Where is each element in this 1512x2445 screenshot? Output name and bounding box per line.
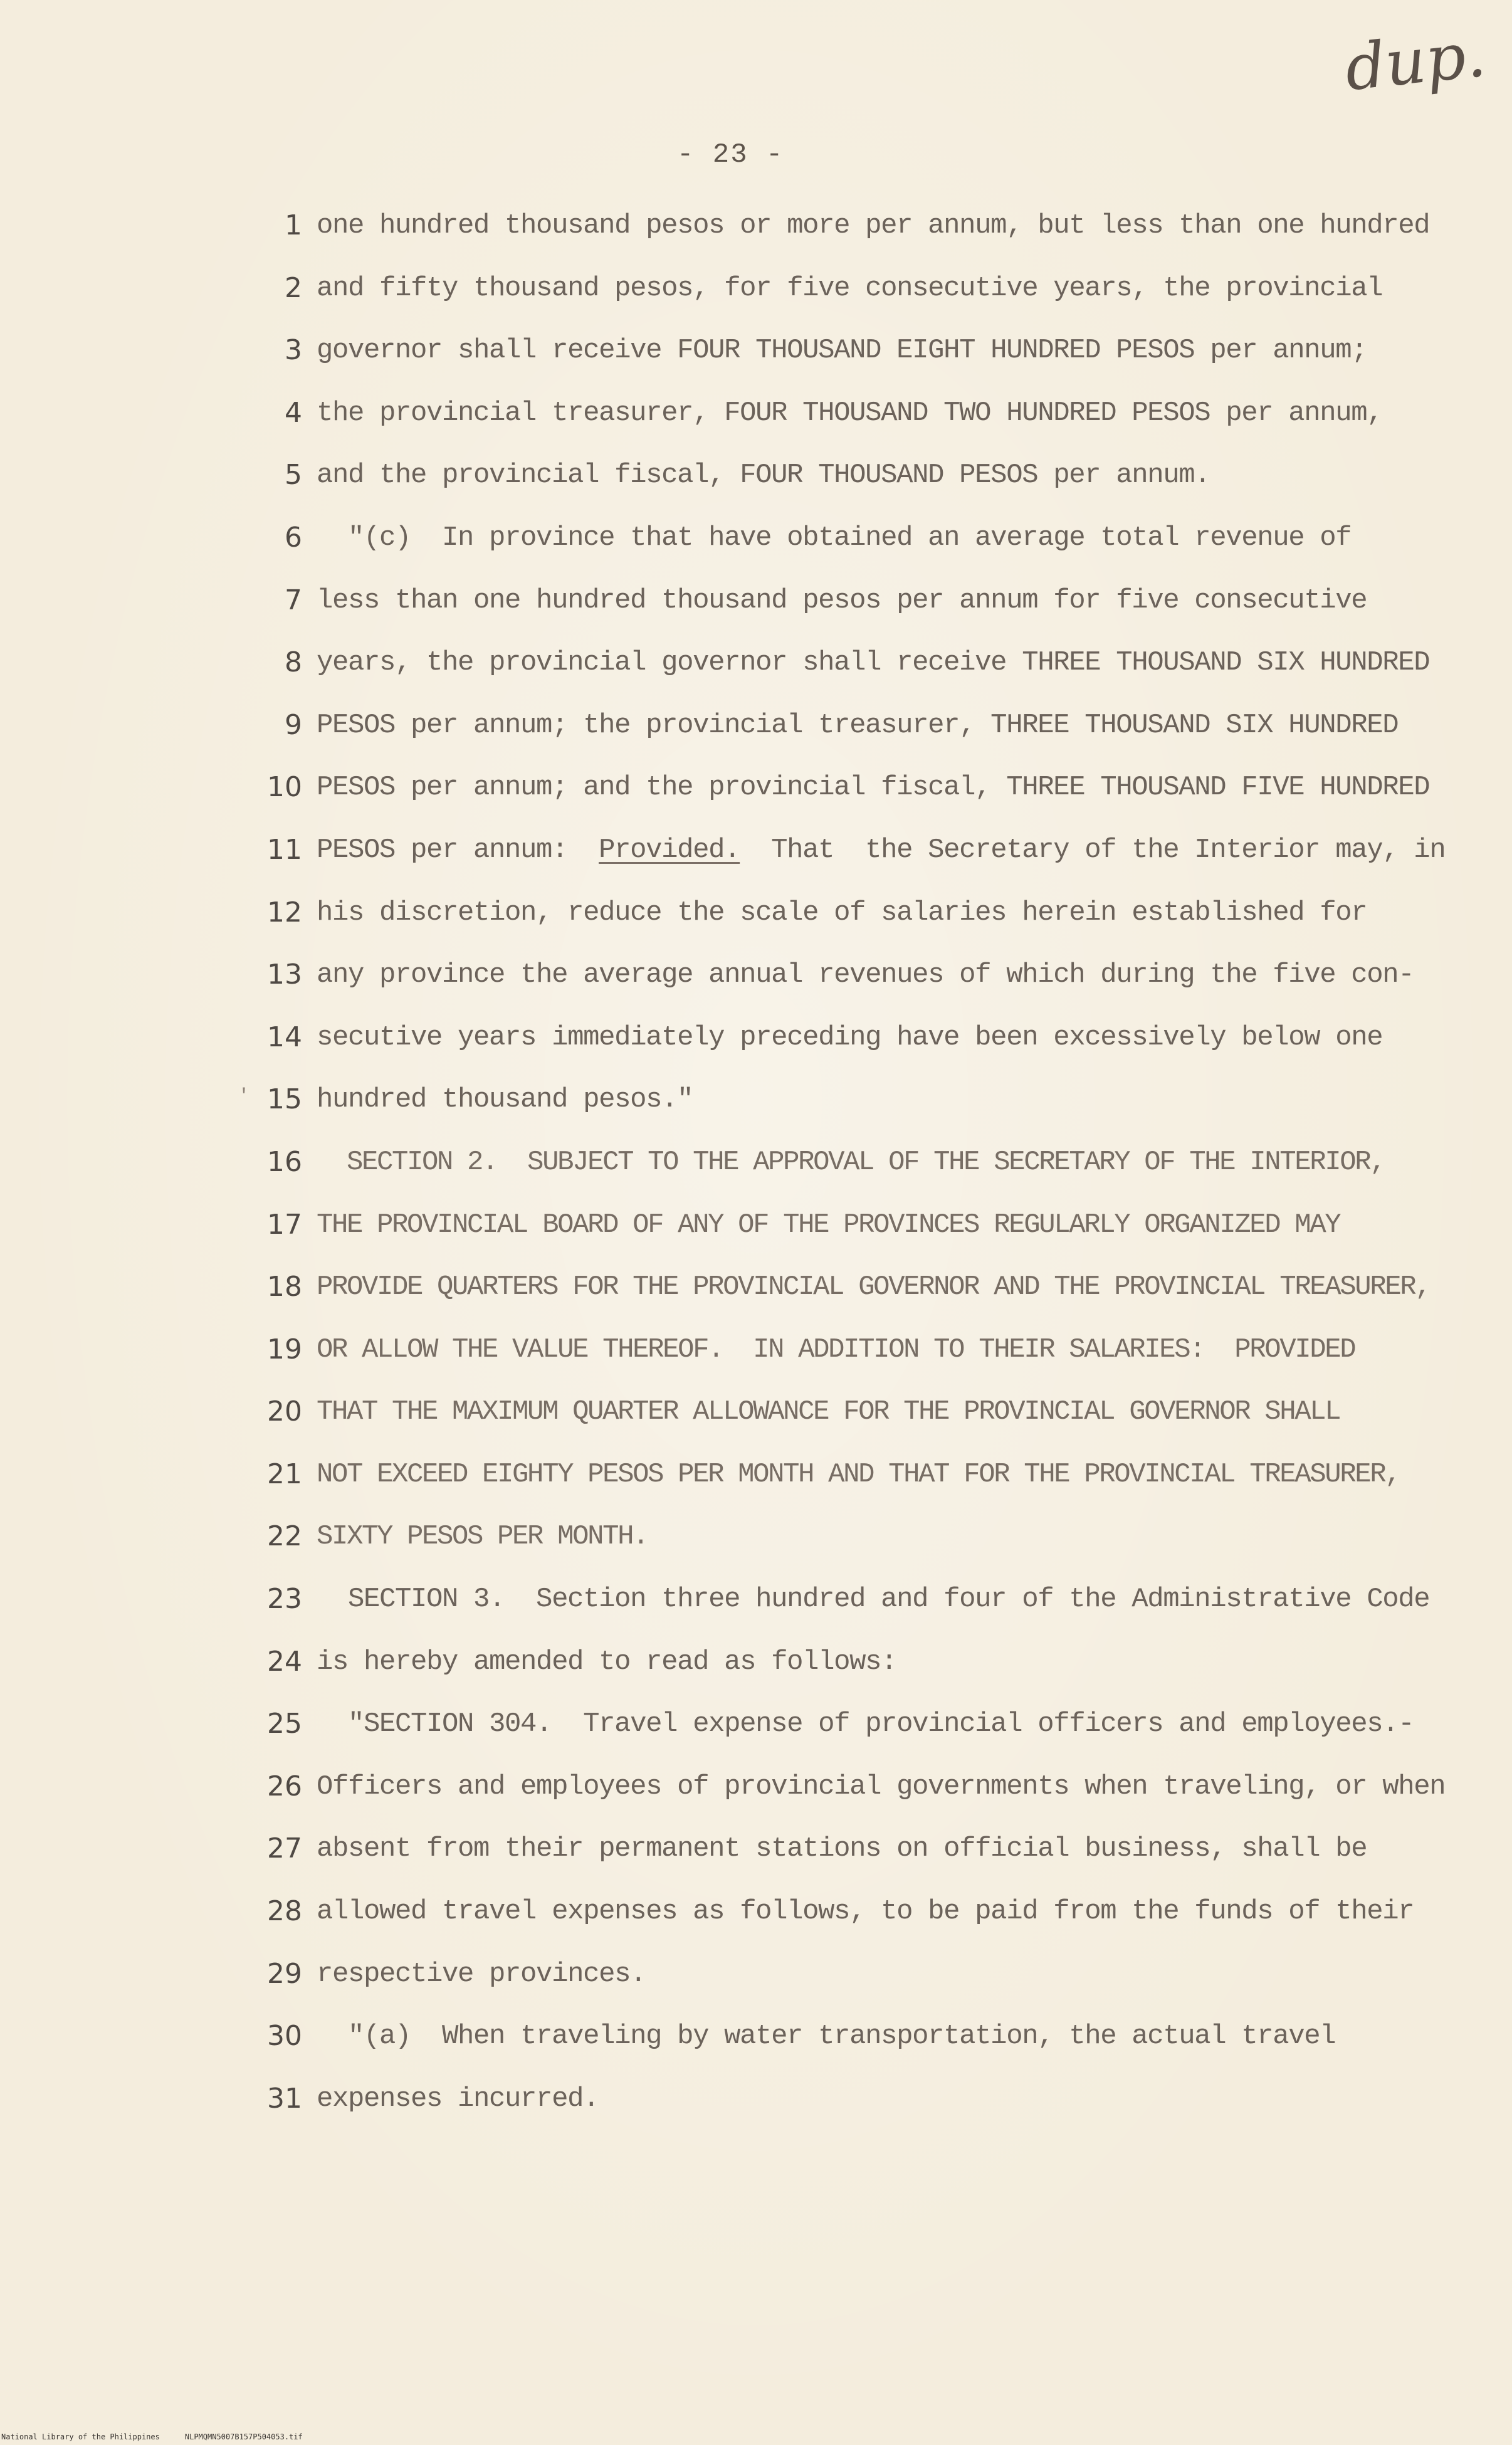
text-line-23 [0,1580,1512,1643]
line-text: SIXTY PESOS PER MONTH. [317,1521,648,1553]
line-text: hundred thousand pesos." [317,1084,693,1116]
line-number: 6 [285,521,302,554]
line-number: 2 [285,271,302,304]
text-line-24 [0,1643,1512,1706]
line-number: 13 [267,959,302,991]
line-text: respective provinces. [317,1958,646,1990]
line-text: PESOS per annum; and the provincial fiscal, THREE THOUSAND FIVE HUNDRED [317,772,1430,804]
line-text: one hundred thousand pesos or more per annum, but less than one hundred [317,210,1430,241]
line-text: NOT EXCEED EIGHTY PESOS PER MONTH AND THAT FOR THE PROVINCIAL TREASURER, [317,1458,1400,1490]
line-text: SECTION 3. Section three hundred and four of the Administrative Code [317,1584,1430,1616]
line-number: 12 [267,896,302,928]
line-text: PESOS per annum; the provincial treasurer, THREE THOUSAND SIX HUNDRED [317,709,1399,741]
line-number: 3 [285,334,302,367]
line-number: 11 [267,833,302,866]
text-line-7 [0,582,1512,644]
text-line-6 [0,519,1512,582]
text-line-27 [0,1830,1512,1893]
text-line-9 [0,707,1512,769]
line-text: any province the average annual revenues of which during the five con- [317,959,1414,991]
text-line-29 [0,1955,1512,2018]
scan-footer [1,2432,328,2441]
text-line-10 [0,769,1512,831]
text-line-12 [0,894,1512,957]
line-text: "SECTION 304. Travel expense of provincial officers and employees.- [317,1708,1414,1740]
line-text: OR ALLOW THE VALUE THEREOF. IN ADDITION TO THEIR SALARIES: PROVIDED [317,1333,1355,1365]
text-line-26 [0,1768,1512,1831]
line-number: 14 [267,1021,302,1053]
line-text: governor shall receive FOUR THOUSAND EIGHT HUNDRED PESOS per annum; [317,335,1367,367]
line-text-before: PESOS per annum: [317,834,599,866]
line-text: is hereby amended to read as follows: [317,1646,897,1678]
line-text: "(c) In province that have obtained an average total revenue of [317,522,1352,554]
text-line-13 [0,956,1512,1019]
line-number: 30 [267,2020,302,2053]
line-number: 8 [285,646,302,679]
line-text: THE PROVINCIAL BOARD OF ANY OF THE PROVINCES REGULARLY ORGANIZED MAY [317,1209,1340,1241]
numbered-text-body [0,207,1512,2142]
footer-file-id: NLPMQMN5007B157P504053.tif [184,2432,303,2441]
text-line-14 [0,1019,1512,1081]
line-text: PROVIDE QUARTERS FOR THE PROVINCIAL GOVERNOR AND THE PROVINCIAL TREASURER, [317,1271,1431,1303]
line-number: 19 [267,1333,302,1365]
line-number: 26 [267,1770,302,1802]
line-number: 15 [267,1083,302,1116]
text-line-15 [0,1081,1512,1144]
line-number: 4 [285,396,302,429]
line-number: 17 [267,1208,302,1241]
text-line-30 [0,2017,1512,2080]
text-line-1 [0,207,1512,270]
line-number: 9 [285,708,302,741]
line-text: the provincial treasurer, FOUR THOUSAND TWO HUNDRED PESOS per annum, [317,397,1383,429]
line-text: "(a) When traveling by water transportation, the actual travel [317,2021,1336,2053]
line-number: 18 [267,1271,302,1303]
text-line-8 [0,644,1512,707]
text-line-4 [0,394,1512,457]
line-number: 5 [285,459,302,492]
line-text: THAT THE MAXIMUM QUARTER ALLOWANCE FOR THE PROVINCIAL GOVERNOR SHALL [317,1396,1340,1428]
margin-tick-mark: ' [238,1086,250,1108]
line-number: 25 [267,1708,302,1740]
footer-library: National Library of the Philippines [1,2432,160,2441]
line-number: 29 [267,1957,302,1990]
text-line-31 [0,2080,1512,2143]
line-text: and the provincial fiscal, FOUR THOUSAND PESOS per annum. [317,460,1210,492]
line-number: 7 [285,584,302,616]
line-number: 1 [285,209,302,241]
line-number: 24 [267,1645,302,1678]
text-line-25 [0,1705,1512,1768]
line-number: 23 [267,1583,302,1616]
line-text [317,831,1445,869]
text-line-20 [0,1393,1512,1456]
text-line-2 [0,270,1512,332]
line-text: absent from their permanent stations on official business, shall be [317,1833,1367,1865]
line-text: SECTION 2. SUBJECT TO THE APPROVAL OF THE SECRETARY OF THE INTERIOR, [317,1146,1385,1178]
handwritten-note: dup. [1341,17,1489,105]
line-text: allowed travel expenses as follows, to be paid from the funds of their [317,1896,1414,1928]
line-number: 20 [267,1396,302,1428]
line-text: and fifty thousand pesos, for five consecutive years, the provincial [317,272,1383,304]
provided-underlined: Provided. [599,834,740,866]
text-line-18 [0,1268,1512,1331]
line-number: 31 [267,2082,302,2115]
text-line-22 [0,1518,1512,1580]
text-line-5 [0,456,1512,519]
text-line-28 [0,1893,1512,1955]
text-line-16 [0,1144,1512,1206]
line-text-after: That the Secretary of the Interior may, in [740,834,1446,866]
line-number: 22 [267,1520,302,1553]
page-number: - 23 - [677,139,784,171]
line-number: 16 [267,1145,302,1178]
line-text: expenses incurred. [317,2083,599,2115]
text-line-11 [0,831,1512,894]
text-line-3 [0,332,1512,394]
text-line-17 [0,1206,1512,1269]
line-text: Officers and employees of provincial governments when traveling, or when [317,1770,1446,1802]
line-text: his discretion, reduce the scale of salaries herein established for [317,896,1367,928]
text-line-21 [0,1456,1512,1518]
line-text: years, the provincial governor shall receive THREE THOUSAND SIX HUNDRED [317,647,1430,679]
line-number: 21 [267,1458,302,1490]
line-number: 28 [267,1895,302,1928]
line-text: secutive years immediately preceding have been excessively below one [317,1021,1383,1053]
line-number: 10 [267,771,302,804]
line-text: less than one hundred thousand pesos per annum for five consecutive [317,584,1367,616]
text-line-19 [0,1331,1512,1394]
line-number: 27 [267,1832,302,1865]
